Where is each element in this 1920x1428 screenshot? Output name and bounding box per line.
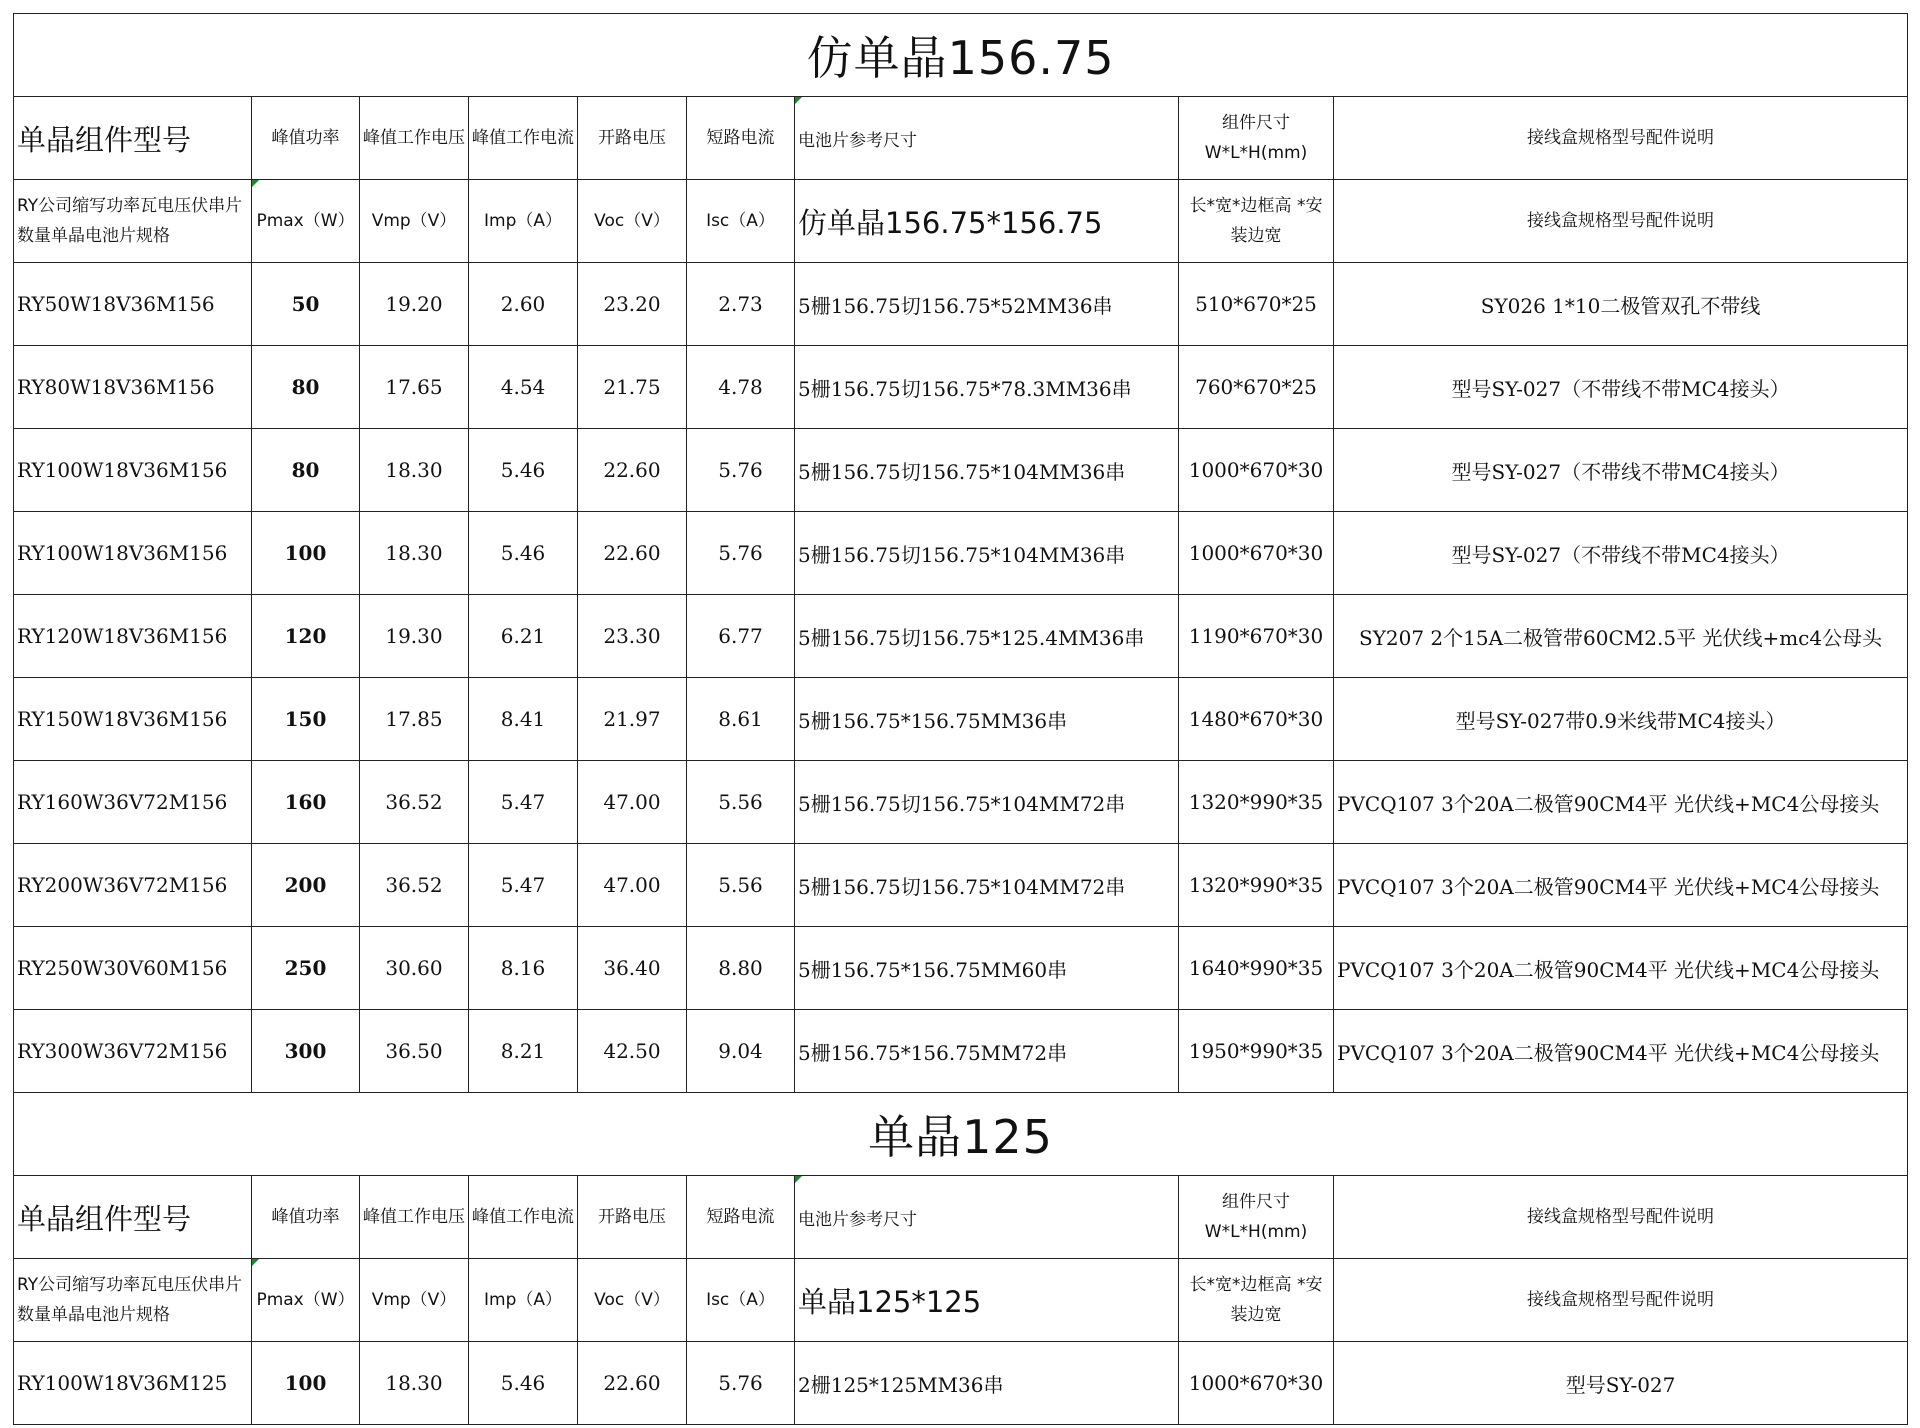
cell-box: 型号SY-027（不带线不带MC4接头） <box>1334 512 1908 595</box>
cell-imp: 8.21 <box>469 1010 578 1093</box>
cell-model: RY200W36V72M156 <box>14 844 252 927</box>
cell-size: 1000*670*30 <box>1179 429 1334 512</box>
header-size: 组件尺寸W*L*H(mm) <box>1179 97 1334 180</box>
cell-isc: 5.56 <box>687 761 795 844</box>
header-pmax: 峰值功率 <box>252 97 360 180</box>
units-imp: Imp（A） <box>469 180 578 263</box>
cell-model: RY80W18V36M156 <box>14 346 252 429</box>
cell-imp: 5.46 <box>469 429 578 512</box>
cell-cell: 5栅156.75*156.75MM36串 <box>795 678 1179 761</box>
cell-imp: 5.47 <box>469 761 578 844</box>
header-model: 单晶组件型号 <box>14 1176 252 1259</box>
units-model: RY公司缩写功率瓦电压伏串片数量单晶电池片规格 <box>14 1259 252 1342</box>
cell-vmp: 18.30 <box>360 1342 469 1425</box>
cell-imp: 5.47 <box>469 844 578 927</box>
units-voc: Voc（V） <box>578 180 687 263</box>
cell-cell: 5栅156.75切156.75*104MM36串 <box>795 512 1179 595</box>
cell-pmax: 80 <box>252 429 360 512</box>
cell-isc: 5.76 <box>687 512 795 595</box>
cell-size: 1320*990*35 <box>1179 761 1334 844</box>
cell-vmp: 36.52 <box>360 844 469 927</box>
cell-vmp: 36.52 <box>360 761 469 844</box>
table-row <box>14 595 1908 678</box>
cell-box: PVCQ107 3个20A二极管90CM4平 光伏线+MC4公母接头 <box>1334 1010 1908 1093</box>
cell-voc: 22.60 <box>578 512 687 595</box>
header-imp: 峰值工作电流 <box>469 1176 578 1259</box>
units-pmax: Pmax（W） <box>252 1259 360 1342</box>
section-title: 仿单晶156.75 <box>14 14 1908 97</box>
cell-vmp: 18.30 <box>360 512 469 595</box>
units-pmax: Pmax（W） <box>252 180 360 263</box>
units-voc: Voc（V） <box>578 1259 687 1342</box>
cell-cell: 5栅156.75切156.75*104MM72串 <box>795 844 1179 927</box>
cell-cell: 5栅156.75切156.75*104MM36串 <box>795 429 1179 512</box>
cell-voc: 23.20 <box>578 263 687 346</box>
cell-size: 1000*670*30 <box>1179 1342 1334 1425</box>
units-row <box>14 1259 1908 1342</box>
cell-model: RY300W36V72M156 <box>14 1010 252 1093</box>
cell-size: 1000*670*30 <box>1179 512 1334 595</box>
header-pmax: 峰值功率 <box>252 1176 360 1259</box>
header-voc: 开路电压 <box>578 97 687 180</box>
table-row <box>14 429 1908 512</box>
spec-sheet <box>13 13 1908 1425</box>
table-row <box>14 844 1908 927</box>
cell-cell: 5栅156.75切156.75*52MM36串 <box>795 263 1179 346</box>
table-row <box>14 761 1908 844</box>
cell-model: RY150W18V36M156 <box>14 678 252 761</box>
cell-pmax: 100 <box>252 1342 360 1425</box>
cell-vmp: 19.30 <box>360 595 469 678</box>
cell-cell: 2栅125*125MM36串 <box>795 1342 1179 1425</box>
table-row <box>14 263 1908 346</box>
cell-size: 760*670*25 <box>1179 346 1334 429</box>
header-model: 单晶组件型号 <box>14 97 252 180</box>
cell-box: PVCQ107 3个20A二极管90CM4平 光伏线+MC4公母接头 <box>1334 927 1908 1010</box>
cell-isc: 5.56 <box>687 844 795 927</box>
cell-isc: 9.04 <box>687 1010 795 1093</box>
cell-cell: 5栅156.75切156.75*78.3MM36串 <box>795 346 1179 429</box>
units-isc: Isc（A） <box>687 1259 795 1342</box>
cell-box: 型号SY-027（不带线不带MC4接头） <box>1334 346 1908 429</box>
table-row <box>14 678 1908 761</box>
table-row <box>14 927 1908 1010</box>
units-vmp: Vmp（V） <box>360 180 469 263</box>
cell-voc: 42.50 <box>578 1010 687 1093</box>
cell-model: RY100W18V36M156 <box>14 512 252 595</box>
header-imp: 峰值工作电流 <box>469 97 578 180</box>
units-imp: Imp（A） <box>469 1259 578 1342</box>
cell-pmax: 200 <box>252 844 360 927</box>
cell-imp: 8.16 <box>469 927 578 1010</box>
cell-model: RY100W18V36M156 <box>14 429 252 512</box>
cell-pmax: 120 <box>252 595 360 678</box>
cell-vmp: 19.20 <box>360 263 469 346</box>
cell-cell: 5栅156.75切156.75*125.4MM36串 <box>795 595 1179 678</box>
cell-vmp: 36.50 <box>360 1010 469 1093</box>
cell-imp: 5.46 <box>469 512 578 595</box>
cell-size: 1640*990*35 <box>1179 927 1334 1010</box>
cell-cell: 5栅156.75*156.75MM72串 <box>795 1010 1179 1093</box>
header-box: 接线盒规格型号配件说明 <box>1334 97 1908 180</box>
cell-isc: 8.80 <box>687 927 795 1010</box>
units-isc: Isc（A） <box>687 180 795 263</box>
cell-box: 型号SY-027带0.9米线带MC4接头） <box>1334 678 1908 761</box>
header-isc: 短路电流 <box>687 97 795 180</box>
cell-imp: 4.54 <box>469 346 578 429</box>
cell-imp: 8.41 <box>469 678 578 761</box>
table-row <box>14 512 1908 595</box>
cell-box: SY207 2个15A二极管带60CM2.5平 光伏线+mc4公母头 <box>1334 595 1908 678</box>
cell-model: RY100W18V36M125 <box>14 1342 252 1425</box>
units-size: 长*宽*边框高 *安装边宽 <box>1179 1259 1334 1342</box>
cell-box: 型号SY-027（不带线不带MC4接头） <box>1334 429 1908 512</box>
cell-voc: 22.60 <box>578 429 687 512</box>
cell-voc: 21.97 <box>578 678 687 761</box>
cell-isc: 6.77 <box>687 595 795 678</box>
units-row <box>14 180 1908 263</box>
cell-isc: 8.61 <box>687 678 795 761</box>
units-model: RY公司缩写功率瓦电压伏串片数量单晶电池片规格 <box>14 180 252 263</box>
section-title-row <box>14 14 1908 97</box>
header-cell: 电池片参考尺寸 <box>795 1176 1179 1259</box>
cell-vmp: 17.85 <box>360 678 469 761</box>
cell-isc: 5.76 <box>687 1342 795 1425</box>
cell-size: 1480*670*30 <box>1179 678 1334 761</box>
cell-size: 1950*990*35 <box>1179 1010 1334 1093</box>
cell-pmax: 50 <box>252 263 360 346</box>
cell-model: RY160W36V72M156 <box>14 761 252 844</box>
cell-isc: 2.73 <box>687 263 795 346</box>
cell-model: RY250W30V60M156 <box>14 927 252 1010</box>
cell-imp: 2.60 <box>469 263 578 346</box>
units-cell: 仿单晶156.75*156.75 <box>795 180 1179 263</box>
cell-vmp: 30.60 <box>360 927 469 1010</box>
cell-pmax: 80 <box>252 346 360 429</box>
cell-pmax: 160 <box>252 761 360 844</box>
header-isc: 短路电流 <box>687 1176 795 1259</box>
cell-isc: 5.76 <box>687 429 795 512</box>
section-title-row <box>14 1093 1908 1176</box>
cell-voc: 47.00 <box>578 761 687 844</box>
units-size: 长*宽*边框高 *安装边宽 <box>1179 180 1334 263</box>
cell-size: 510*670*25 <box>1179 263 1334 346</box>
cell-voc: 47.00 <box>578 844 687 927</box>
cell-imp: 5.46 <box>469 1342 578 1425</box>
cell-voc: 22.60 <box>578 1342 687 1425</box>
cell-isc: 4.78 <box>687 346 795 429</box>
header-row <box>14 97 1908 180</box>
section-title: 单晶125 <box>14 1093 1908 1176</box>
cell-voc: 36.40 <box>578 927 687 1010</box>
cell-cell: 5栅156.75切156.75*104MM72串 <box>795 761 1179 844</box>
header-size: 组件尺寸W*L*H(mm) <box>1179 1176 1334 1259</box>
cell-imp: 6.21 <box>469 595 578 678</box>
cell-pmax: 100 <box>252 512 360 595</box>
header-row <box>14 1176 1908 1259</box>
cell-box: 型号SY-027 <box>1334 1342 1908 1425</box>
units-box: 接线盒规格型号配件说明 <box>1334 1259 1908 1342</box>
cell-pmax: 150 <box>252 678 360 761</box>
units-box: 接线盒规格型号配件说明 <box>1334 180 1908 263</box>
cell-size: 1190*670*30 <box>1179 595 1334 678</box>
cell-pmax: 250 <box>252 927 360 1010</box>
cell-box: PVCQ107 3个20A二极管90CM4平 光伏线+MC4公母接头 <box>1334 844 1908 927</box>
cell-size: 1320*990*35 <box>1179 844 1334 927</box>
header-voc: 开路电压 <box>578 1176 687 1259</box>
cell-vmp: 18.30 <box>360 429 469 512</box>
cell-model: RY50W18V36M156 <box>14 263 252 346</box>
table-row <box>14 1342 1908 1425</box>
cell-voc: 21.75 <box>578 346 687 429</box>
table-row <box>14 1010 1908 1093</box>
header-cell: 电池片参考尺寸 <box>795 97 1179 180</box>
header-vmp: 峰值工作电压 <box>360 1176 469 1259</box>
units-cell: 单晶125*125 <box>795 1259 1179 1342</box>
units-vmp: Vmp（V） <box>360 1259 469 1342</box>
cell-cell: 5栅156.75*156.75MM60串 <box>795 927 1179 1010</box>
cell-box: SY026 1*10二极管双孔不带线 <box>1334 263 1908 346</box>
cell-pmax: 300 <box>252 1010 360 1093</box>
cell-voc: 23.30 <box>578 595 687 678</box>
table-row <box>14 346 1908 429</box>
cell-vmp: 17.65 <box>360 346 469 429</box>
header-vmp: 峰值工作电压 <box>360 97 469 180</box>
cell-box: PVCQ107 3个20A二极管90CM4平 光伏线+MC4公母接头 <box>1334 761 1908 844</box>
header-box: 接线盒规格型号配件说明 <box>1334 1176 1908 1259</box>
cell-model: RY120W18V36M156 <box>14 595 252 678</box>
